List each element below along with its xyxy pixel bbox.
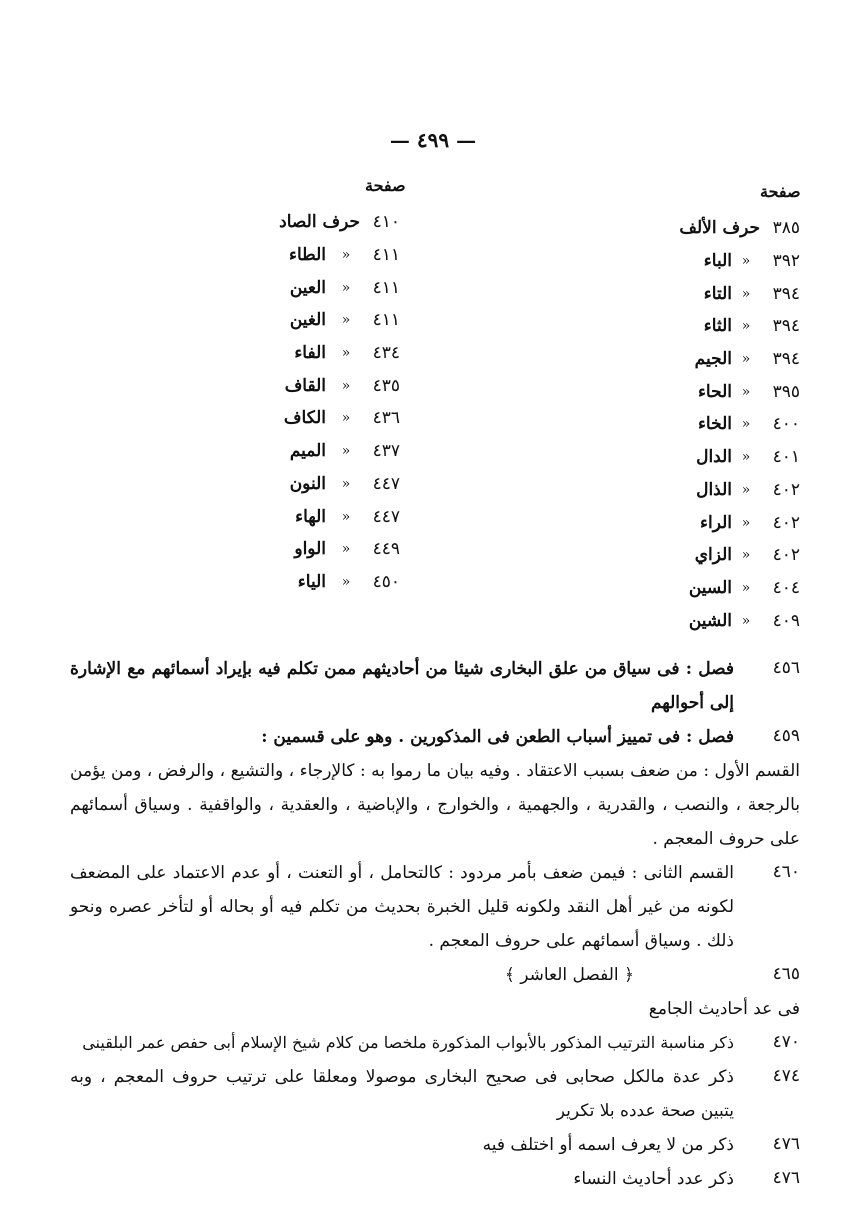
- ditto-mark: «: [741, 416, 751, 433]
- ditto-mark: «: [741, 383, 751, 400]
- ditto-mark: «: [341, 573, 351, 590]
- index-letter: الياء: [297, 571, 326, 592]
- entry-page-number: ٤٧٦: [772, 1168, 800, 1188]
- contents-entry: [70, 856, 800, 958]
- chapter-subtitle: فى عد أحاديث الجامع: [648, 999, 800, 1019]
- index-page-number: ٤٠٩: [772, 610, 800, 631]
- entry-page-number: ٤٥٩: [772, 726, 800, 746]
- index-page-number: ٣٩٥: [772, 381, 800, 402]
- index-letter: الثاء: [703, 316, 732, 337]
- index-letter: الدال: [696, 447, 732, 468]
- index-page-number: ٤٣٦: [372, 408, 400, 429]
- index-letter: السين: [688, 577, 732, 598]
- index-page-number: ٤٠١: [772, 447, 800, 468]
- index-page-number: ٤١١: [372, 277, 400, 298]
- index-row: [230, 369, 400, 402]
- index-row: [600, 441, 800, 474]
- index-row: [600, 572, 800, 605]
- index-page-number: ٤٥٠: [372, 571, 400, 592]
- ditto-mark: «: [741, 481, 751, 498]
- entry-page-number: ٤٥٦: [772, 658, 800, 678]
- index-row: [230, 468, 400, 501]
- entry-text: فصل : فى تمييز أسباب الطعن فى المذكورين . وهو على قسمين :: [261, 727, 734, 747]
- contents-entry: [70, 720, 800, 754]
- index-page-number: ٤١٠: [372, 212, 400, 233]
- index-row: [230, 304, 400, 337]
- index-row: [230, 500, 400, 533]
- index-letter: الحاء: [697, 381, 732, 402]
- index-page-number: ٤٠٤: [772, 577, 800, 598]
- index-page-number: ٤٤٧: [372, 506, 400, 527]
- index-letter: الفاء: [294, 343, 326, 364]
- entry-page-number: ٤٦٥: [772, 964, 800, 984]
- ditto-mark: «: [741, 547, 751, 564]
- ditto-mark: «: [741, 285, 751, 302]
- index-page-number: ٤٠٠: [772, 414, 800, 435]
- left-index-column: [230, 206, 400, 598]
- entry-page-number: ٤٧٠: [772, 1032, 800, 1052]
- index-page-number: ٤٠٢: [772, 545, 800, 566]
- contents-entry: [70, 1162, 800, 1196]
- index-row: [600, 506, 800, 539]
- index-row: [600, 245, 800, 278]
- index-row: [600, 277, 800, 310]
- index-row: [600, 539, 800, 572]
- index-letter: الواو: [294, 539, 326, 560]
- index-letter: الباء: [703, 251, 732, 272]
- ditto-mark: «: [341, 345, 351, 362]
- index-row: [600, 375, 800, 408]
- page-number: — ٤٩٩ —: [389, 128, 477, 152]
- index-row: [600, 343, 800, 376]
- index-letter: القاف: [284, 375, 326, 396]
- index-row: [600, 604, 800, 637]
- index-letter: العين: [289, 277, 326, 298]
- index-row: [600, 474, 800, 507]
- ditto-mark: «: [341, 377, 351, 394]
- ditto-mark: «: [741, 579, 751, 596]
- ditto-mark: «: [741, 612, 751, 629]
- index-page-number: ٤١١: [372, 310, 400, 331]
- index-page-number: ٣٩٢: [772, 251, 800, 272]
- index-row: [230, 271, 400, 304]
- index-row: [600, 408, 800, 441]
- index-letter: الهاء: [295, 506, 326, 527]
- index-row: [230, 402, 400, 435]
- index-letter: الزاي: [694, 545, 732, 566]
- index-letter: حرف الألف: [679, 218, 760, 239]
- index-page-number: ٤٣٥: [372, 375, 400, 396]
- index-row: [230, 533, 400, 566]
- index-letter: الجيم: [694, 349, 732, 370]
- contents-entry: [70, 1026, 800, 1060]
- index-letter: الراء: [700, 512, 732, 533]
- index-page-number: ٤١١: [372, 245, 400, 266]
- contents-entry: [70, 1060, 800, 1128]
- index-letter: الميم: [289, 441, 326, 462]
- contents-entry: [70, 652, 800, 720]
- index-page-number: ٤٠٢: [772, 512, 800, 533]
- ditto-mark: «: [341, 443, 351, 460]
- index-page-number: ٣٩٤: [772, 349, 800, 370]
- entry-text: ذكر عدد أحاديث النساء: [573, 1169, 734, 1189]
- index-page-number: ٤٤٧: [372, 473, 400, 494]
- index-row: [230, 337, 400, 370]
- index-page-number: ٤٠٢: [772, 479, 800, 500]
- ditto-mark: «: [341, 541, 351, 558]
- index-row: [230, 239, 400, 272]
- entry-text: ذكر مناسبة الترتيب المذكور بالأبواب المذكورة ملخصا من كلام شيخ الإسلام أبى حفص عمر البلقينى: [82, 1033, 734, 1052]
- ditto-mark: «: [741, 253, 751, 270]
- ditto-mark: «: [341, 279, 351, 296]
- index-letter: التاء: [703, 283, 732, 304]
- ditto-mark: «: [741, 318, 751, 335]
- index-page-number: ٣٨٥: [772, 218, 800, 239]
- left-column-header: صفحة: [365, 176, 406, 195]
- entry-page-number: ٤٦٠: [772, 862, 800, 882]
- index-letter: الخاء: [697, 414, 732, 435]
- right-index-column: [600, 212, 800, 637]
- entry-text: فصل : فى سياق من علق البخارى شيئا من أحاديثهم ممن تكلم فيه بإيراد أسمائهم مع الإشارة إلى أحوالهم: [70, 659, 734, 713]
- index-letter: الغين: [289, 310, 326, 331]
- chapter-heading: ﴿ الفصل العاشر ﴾: [504, 965, 634, 985]
- ditto-mark: «: [741, 351, 751, 368]
- entry-page-number: ٤٧٦: [772, 1134, 800, 1154]
- ditto-mark: «: [341, 312, 351, 329]
- right-column-header: صفحة: [760, 182, 801, 201]
- ditto-mark: «: [341, 508, 351, 525]
- entry-text: ذكر من لا يعرف اسمه أو اختلف فيه: [482, 1135, 734, 1155]
- contents-entry: [70, 958, 800, 992]
- index-letter: الكاف: [283, 408, 326, 429]
- index-letter: الطاء: [288, 245, 326, 266]
- index-row: [230, 566, 400, 599]
- index-letter: النون: [289, 473, 326, 494]
- ditto-mark: «: [741, 449, 751, 466]
- index-page-number: ٤٤٩: [372, 539, 400, 560]
- entry-text: القسم الثانى : فيمن ضعف بأمر مردود : كالتحامل ، أو التعنت ، أو عدم الاعتماد على المضعف لكونه من غير أهل النقد ولكونه قليل الخبرة بحديث من تكلم فيه أو بحاله أو لتأخر عصره ونحو ذلك . وسياق أسمائهم على حروف المعجم .: [70, 863, 734, 951]
- index-page-number: ٣٩٤: [772, 316, 800, 337]
- index-page-number: ٤٣٤: [372, 343, 400, 364]
- ditto-mark: «: [341, 475, 351, 492]
- index-row: [230, 206, 400, 239]
- index-page-number: ٤٣٧: [372, 441, 400, 462]
- entry-text: ذكر عدة مالكل صحابى فى صحيح البخارى موصولا ومعلقا على ترتيب حروف المعجم ، وبه يتبين صحة عدده بلا تكرير: [70, 1067, 734, 1121]
- index-row: [230, 435, 400, 468]
- contents-entry: [70, 1128, 800, 1162]
- section-paragraph: القسم الأول : من ضعف بسبب الاعتقاد . وفيه بيان ما رموا به : كالإرجاء ، والتشيع ، والرفض ، ومن يؤمن بالرجعة ، والنصب ، والقدرية ، والجهمية ، والخوارج ، والإباضية ، والعقدية ، والواقفية . وسياق أسمائهم على حروف المعجم .: [70, 761, 800, 849]
- index-row: [600, 310, 800, 343]
- ditto-mark: «: [341, 410, 351, 427]
- contents-entries: [70, 652, 800, 1196]
- index-letter: الذال: [696, 479, 732, 500]
- ditto-mark: «: [341, 247, 351, 264]
- index-letter: حرف الصاد: [279, 212, 360, 233]
- index-row: [600, 212, 800, 245]
- index-page-number: ٣٩٤: [772, 283, 800, 304]
- ditto-mark: «: [741, 514, 751, 531]
- entry-page-number: ٤٧٤: [772, 1066, 800, 1086]
- index-letter: الشين: [688, 610, 732, 631]
